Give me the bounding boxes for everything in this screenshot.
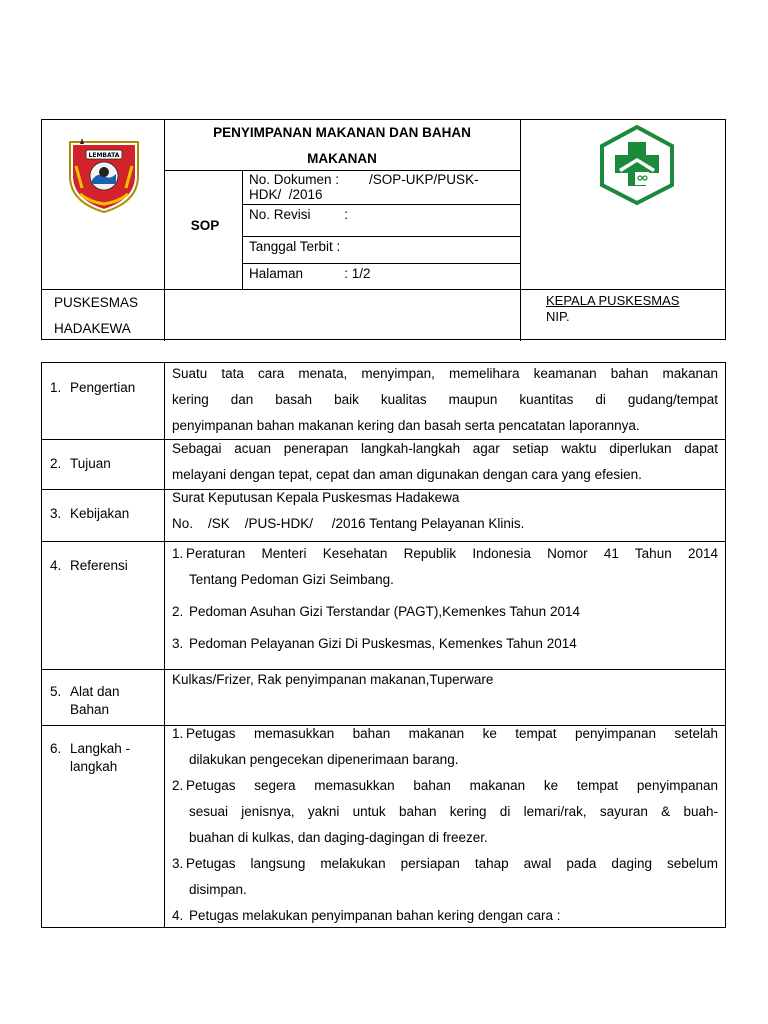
sop-content-table — [41, 362, 726, 928]
column-divider — [164, 363, 165, 927]
list-item: 3. Petugas langsung melakukan persiapan tahap awal pada daging sebelum disimpan. — [172, 856, 718, 897]
list-item: 2. Pedoman Asuhan Gizi Terstandar (PAGT),Kemenkes Tahun 2014 — [172, 604, 580, 619]
divider — [242, 236, 520, 237]
row-label-pengertian: 1. Pengertian — [50, 380, 136, 395]
halaman: Halaman : 1/2 — [249, 266, 371, 281]
list-item: 4. Petugas melakukan penyimpanan bahan kering dengan cara : — [172, 908, 561, 923]
emblem-banner-text: LEMBATA — [88, 152, 120, 159]
row-content-kebijakan: Surat Keputusan Kepala Puskesmas Hadakewa No. /SK /PUS-HDK/ /2016 Tentang Pelayanan Klinis. — [172, 490, 525, 531]
puskesmas-name — [54, 290, 138, 342]
row-content-referensi — [172, 541, 718, 657]
list-item: 2. Petugas segera memasukkan bahan makanan ke tempat penyimpanan sesuai jenisnya, yakni untuk bahan kering di lemari/rak, sayuran & buah- buahan di kulkas, dan daging-dagingan di freezer. — [172, 778, 718, 845]
divider — [42, 289, 725, 290]
row-content-langkah — [172, 721, 718, 929]
title-line-1: PENYIMPANAN MAKANAN DAN BAHAN — [213, 125, 471, 140]
list-item: 3. Pedoman Pelayanan Gizi Di Puskesmas, Kemenkes Tahun 2014 — [172, 636, 577, 651]
kepala-signature-block — [546, 293, 679, 325]
divider — [242, 204, 520, 205]
list-item: 1. Peraturan Menteri Kesehatan Republik Indonesia Nomor 41 Tahun 2014 Tentang Pedoman Gizi Seimbang. — [172, 546, 718, 587]
no-revisi: No. Revisi : — [249, 207, 349, 222]
row-label-alat-dan-bahan: 5. Alat dan Bahan — [50, 684, 120, 717]
no-dokumen-line-1: No. Dokumen : /SOP-UKP/PUSK- — [249, 172, 479, 187]
row-content-tujuan: Sebagai acuan penerapan langkah-langkah agar setiap waktu diperlukan dapat melayani dengan tepat, cepat dan aman digunakan dengan cara yang efesien. — [172, 441, 718, 482]
row-label-langkah: 6. Langkah - langkah — [50, 741, 131, 774]
row-label-kebijakan: 3. Kebijakan — [50, 506, 130, 521]
document-title — [166, 120, 518, 172]
puskesmas-line-1: PUSKESMAS — [54, 295, 139, 310]
kepala-puskesmas-label: KEPALA PUSKESMAS — [546, 293, 680, 308]
puskesmas-line-2: HADAKEWA — [54, 321, 131, 336]
row-content-pengertian: Suatu tata cara menata, menyimpan, memelihara keamanan bahan makanan kering dan basah baik kualitas maupun kuantitas di gudang/tempat penyimpanan bahan makanan kering dan basah serta pencatatan laporannya. — [172, 366, 718, 433]
divider — [520, 120, 521, 341]
nip-label: NIP. — [546, 309, 570, 324]
puskesmas-logo — [597, 124, 677, 206]
row-label-tujuan: 2. Tujuan — [50, 456, 111, 471]
divider — [242, 263, 520, 264]
row-label-referensi: 4. Referensi — [50, 558, 128, 573]
lembata-emblem-logo — [66, 136, 142, 214]
title-line-2: MAKANAN — [307, 151, 377, 166]
tanggal-terbit: Tanggal Terbit : — [249, 239, 341, 254]
list-item: 1. Petugas memasukkan bahan makanan ke tempat penyimpanan setelah dilakukan pengecekan dipenerimaan barang. — [172, 726, 718, 767]
sop-label: SOP — [190, 218, 220, 233]
divider — [164, 120, 165, 341]
no-dokumen-line-2: HDK/ /2016 — [249, 187, 323, 202]
row-content-alat-dan-bahan: Kulkas/Frizer, Rak penyimpanan makanan,Tuperware — [172, 672, 494, 687]
sop-header-box — [41, 119, 726, 340]
